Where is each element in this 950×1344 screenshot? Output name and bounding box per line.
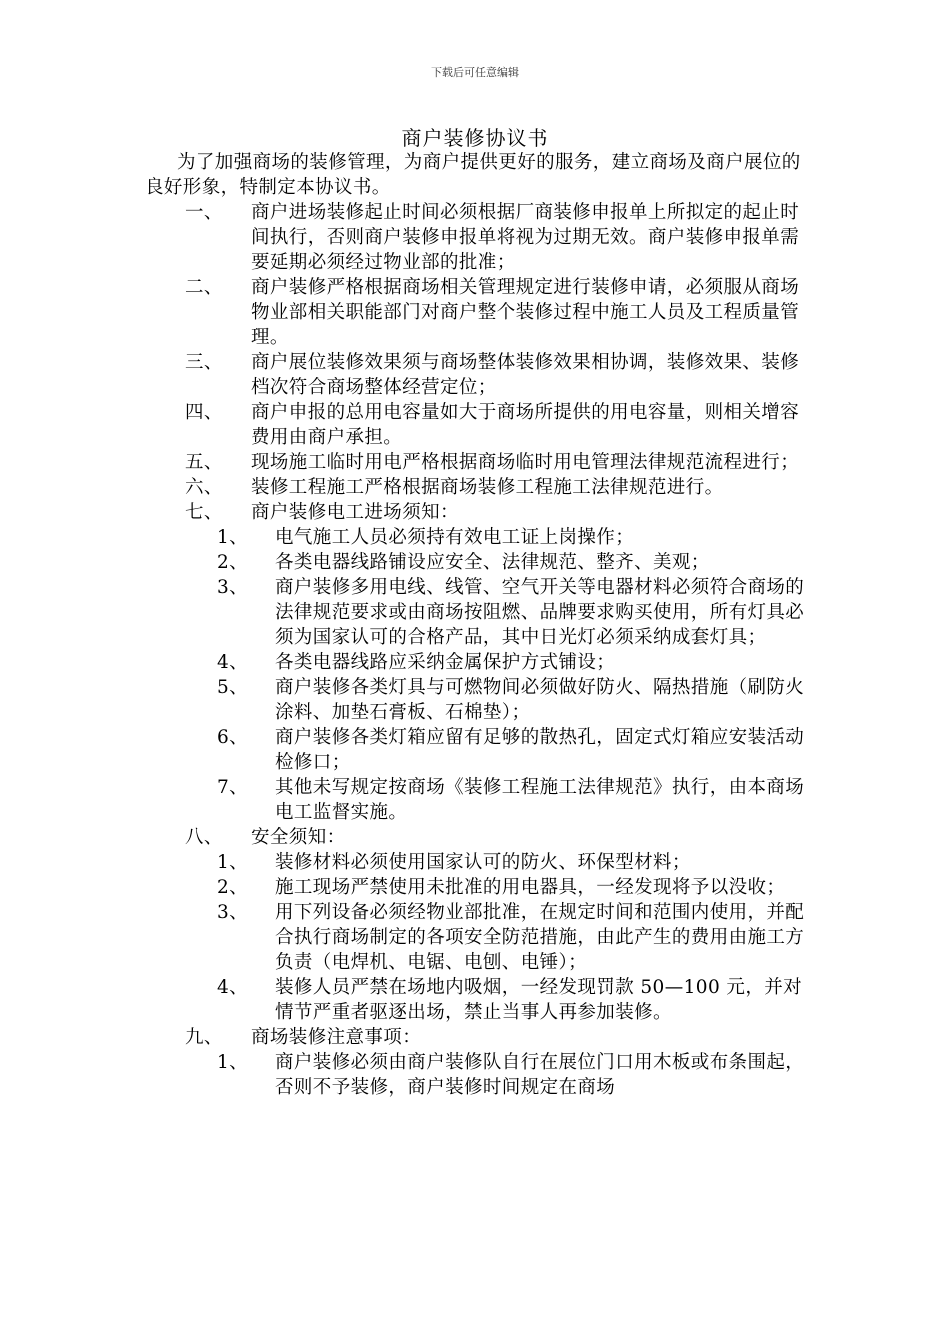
- document-body: [145, 150, 817, 1100]
- subsection-item: [145, 550, 817, 575]
- section-number: 五、: [185, 452, 223, 473]
- subsection-text: 施工现场严禁使用未批准的用电器具，一经发现将予以没收；: [275, 877, 786, 898]
- section-item: [145, 1025, 817, 1050]
- section-text: 安全须知：: [251, 827, 346, 848]
- subsection-item: [145, 900, 817, 975]
- section-item: [145, 350, 817, 400]
- subsection-number: 2、: [217, 877, 249, 898]
- subsection-number: 4、: [217, 977, 249, 998]
- section-item: [145, 825, 817, 850]
- section-item: [145, 475, 817, 500]
- section-text: 商户进场装修起止时间必须根据厂商装修申报单上所拟定的起止时间执行，否则商户装修申报单将视为过期无效。商户装修申报单需要延期必须经过物业部的批准；: [251, 202, 800, 273]
- section-number: 九、: [185, 1027, 223, 1048]
- section-number: 八、: [185, 827, 223, 848]
- subsection-item: [145, 725, 817, 775]
- section-item: [145, 450, 817, 475]
- subsection-item: [145, 775, 817, 825]
- subsection-text: 各类电器线路铺设应安全、法律规范、整齐、美观；: [275, 552, 710, 573]
- subsection-number: 1、: [217, 1052, 249, 1073]
- header-note: 下载后可任意编辑: [431, 66, 519, 79]
- intro-paragraph: 为了加强商场的装修管理，为商户提供更好的服务，建立商场及商户展位的良好形象，特制定本协议书。: [145, 152, 801, 198]
- subsection-text: 各类电器线路应采纳金属保护方式铺设；: [275, 652, 616, 673]
- section-number: 四、: [185, 402, 223, 423]
- section-number: 一、: [185, 202, 223, 223]
- section-text: 商户申报的总用电容量如大于商场所提供的用电容量，则相关增容费用由商户承担。: [251, 402, 800, 448]
- subsection-number: 6、: [217, 727, 249, 748]
- subsection-number: 3、: [217, 577, 249, 598]
- subsection-number: 2、: [217, 552, 249, 573]
- section-number: 七、: [185, 502, 223, 523]
- subsection-text: 商户装修多用电线、线管、空气开关等电器材料必须符合商场的法律规范要求或由商场按阻燃、品牌要求购买使用，所有灯具必须为国家认可的合格产品，其中日光灯必须采纳成套灯具；: [275, 577, 805, 648]
- section-item: [145, 400, 817, 450]
- subsection-text: 商户装修各类灯具与可燃物间必须做好防火、隔热措施（刷防火涂料、加垫石膏板、石棉垫）；: [275, 677, 805, 723]
- subsection-item: [145, 1050, 817, 1100]
- subsection-item: [145, 525, 817, 550]
- subsection-number: 1、: [217, 852, 249, 873]
- section-text: 装修工程施工严格根据商场装修工程施工法律规范进行。: [251, 477, 724, 498]
- subsection-text: 装修材料必须使用国家认可的防火、环保型材料；: [275, 852, 691, 873]
- page-title: 商户装修协议书: [401, 126, 549, 150]
- subsection-item: [145, 575, 817, 650]
- subsection-text: 装修人员严禁在场地内吸烟，一经发现罚款 50—100 元，并对情节严重者驱逐出场，禁止当事人再参加装修。: [275, 977, 803, 1023]
- subsection-number: 1、: [217, 527, 249, 548]
- subsection-item: [145, 875, 817, 900]
- subsection-item: [145, 975, 817, 1025]
- subsection-item: [145, 675, 817, 725]
- subsection-text: 商户装修各类灯箱应留有足够的散热孔，固定式灯箱应安装活动检修口；: [275, 727, 805, 773]
- section-number: 二、: [185, 277, 223, 298]
- subsection-text: 用下列设备必须经物业部批准，在规定时间和范围内使用，并配合执行商场制定的各项安全防范措施，由此产生的费用由施工方负责（电焊机、电锯、电刨、电锤）；: [275, 902, 805, 973]
- section-item: [145, 200, 817, 275]
- section-number: 六、: [185, 477, 223, 498]
- subsection-number: 7、: [217, 777, 249, 798]
- section-text: 商户展位装修效果须与商场整体装修效果相协调，装修效果、装修档次符合商场整体经营定位；: [251, 352, 800, 398]
- subsection-number: 4、: [217, 652, 249, 673]
- subsection-number: 3、: [217, 902, 249, 923]
- subsection-item: [145, 650, 817, 675]
- subsection-text: 其他未写规定按商场《装修工程施工法律规范》执行，由本商场电工监督实施。: [275, 777, 805, 823]
- section-item: [145, 500, 817, 525]
- section-number: 三、: [185, 352, 223, 373]
- section-text: 商户装修严格根据商场相关管理规定进行装修申请，必须服从商场物业部相关职能部门对商户整个装修过程中施工人员及工程质量管理。: [251, 277, 800, 348]
- subsection-number: 5、: [217, 677, 249, 698]
- sections-list: [145, 200, 817, 1100]
- section-text: 现场施工临时用电严格根据商场临时用电管理法律规范流程进行；: [251, 452, 800, 473]
- section-text: 商户装修电工进场须知：: [251, 502, 459, 523]
- subsection-text: 电气施工人员必须持有效电工证上岗操作；: [275, 527, 635, 548]
- subsection-text: 商户装修必须由商户装修队自行在展位门口用木板或布条围起，否则不予装修，商户装修时间规定在商场: [275, 1052, 805, 1098]
- section-text: 商场装修注意事项：: [251, 1027, 422, 1048]
- subsection-item: [145, 850, 817, 875]
- section-item: [145, 275, 817, 350]
